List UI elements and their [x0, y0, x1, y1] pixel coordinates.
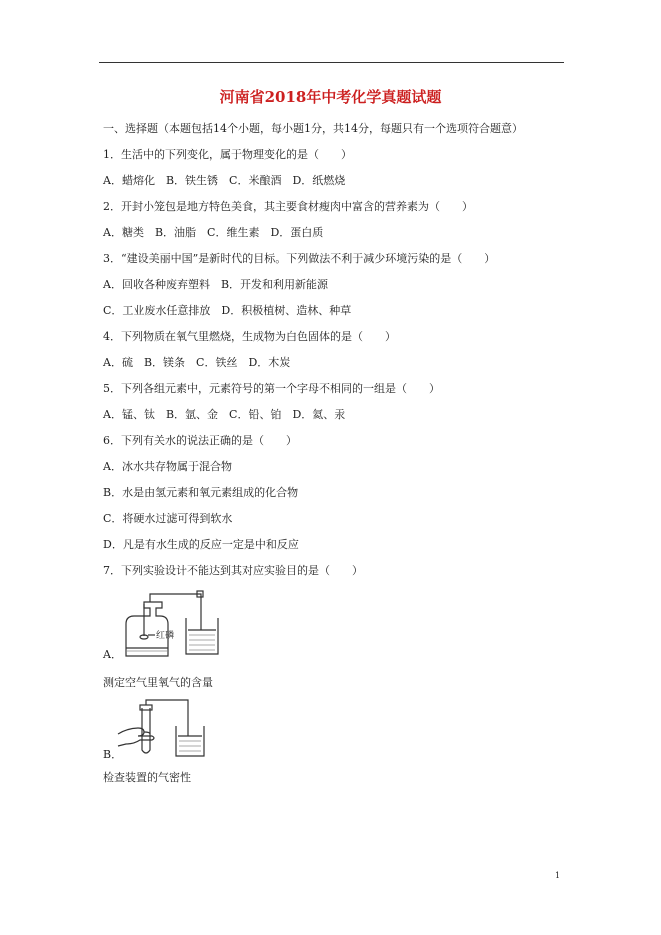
- question-5-options: A．锰、钛 B．氩、金 C．铅、铂 D．氦、汞: [103, 408, 346, 421]
- question-3-stem: 3．“建设美丽中国”是新时代的目标。下列做法不利于减少环境污染的是（ ）: [103, 252, 496, 265]
- figure-a-label: 红磷: [156, 631, 175, 641]
- figure-b-caption: 检查装置的气密性: [103, 771, 191, 784]
- question-3-options-cd: C．工业废水任意排放 D．积极植树、造林、种草: [103, 304, 352, 317]
- figure-b-letter: B．: [103, 748, 123, 761]
- header-rule: [99, 62, 564, 63]
- question-7-stem: 7．下列实验设计不能达到其对应实验目的是（ ）: [103, 564, 363, 577]
- figure-b-airtightness-apparatus: [114, 698, 216, 760]
- question-6-stem: 6．下列有关水的说法正确的是（ ）: [103, 434, 297, 447]
- question-1-options: A．蜡熔化 B．铁生锈 C．米酿酒 D．纸燃烧: [103, 174, 346, 187]
- question-2-stem: 2．开封小笼包是地方特色美食，其主要食材瘦肉中富含的营养素为（ ）: [103, 200, 473, 213]
- figure-a-caption: 测定空气里氧气的含量: [103, 676, 213, 689]
- page-title: 河南省2018年中考化学真题试题: [219, 88, 442, 106]
- question-6-option-a: A．冰水共存物属于混合物: [103, 460, 232, 473]
- question-4-stem: 4．下列物质在氧气里燃烧，生成物为白色固体的是（ ）: [103, 330, 396, 343]
- question-6-option-c: C．将硬水过滤可得到软水: [103, 512, 233, 525]
- question-6-option-d: D．凡是有水生成的反应一定是中和反应: [103, 538, 299, 551]
- section-heading: 一、选择题（本题包括14个小题，每小题1分，共14分，每题只有一个选项符合题意）: [103, 122, 523, 135]
- question-4-options: A．硫 B．镁条 C．铁丝 D．木炭: [103, 356, 291, 369]
- page-number: 1: [555, 871, 561, 880]
- question-2-options: A．糖类 B．油脂 C．维生素 D．蛋白质: [103, 226, 324, 239]
- question-6-option-b: B．水是由氢元素和氧元素组成的化合物: [103, 486, 299, 499]
- question-5-stem: 5．下列各组元素中，元素符号的第一个字母不相同的一组是（ ）: [103, 382, 440, 395]
- figure-a-oxygen-apparatus: [118, 590, 233, 662]
- question-1-stem: 1．生活中的下列变化，属于物理变化的是（ ）: [103, 148, 352, 161]
- question-3-options-ab: A．回收各种废弃塑料 B．开发和利用新能源: [103, 278, 329, 291]
- figure-a-letter: A．: [103, 648, 122, 661]
